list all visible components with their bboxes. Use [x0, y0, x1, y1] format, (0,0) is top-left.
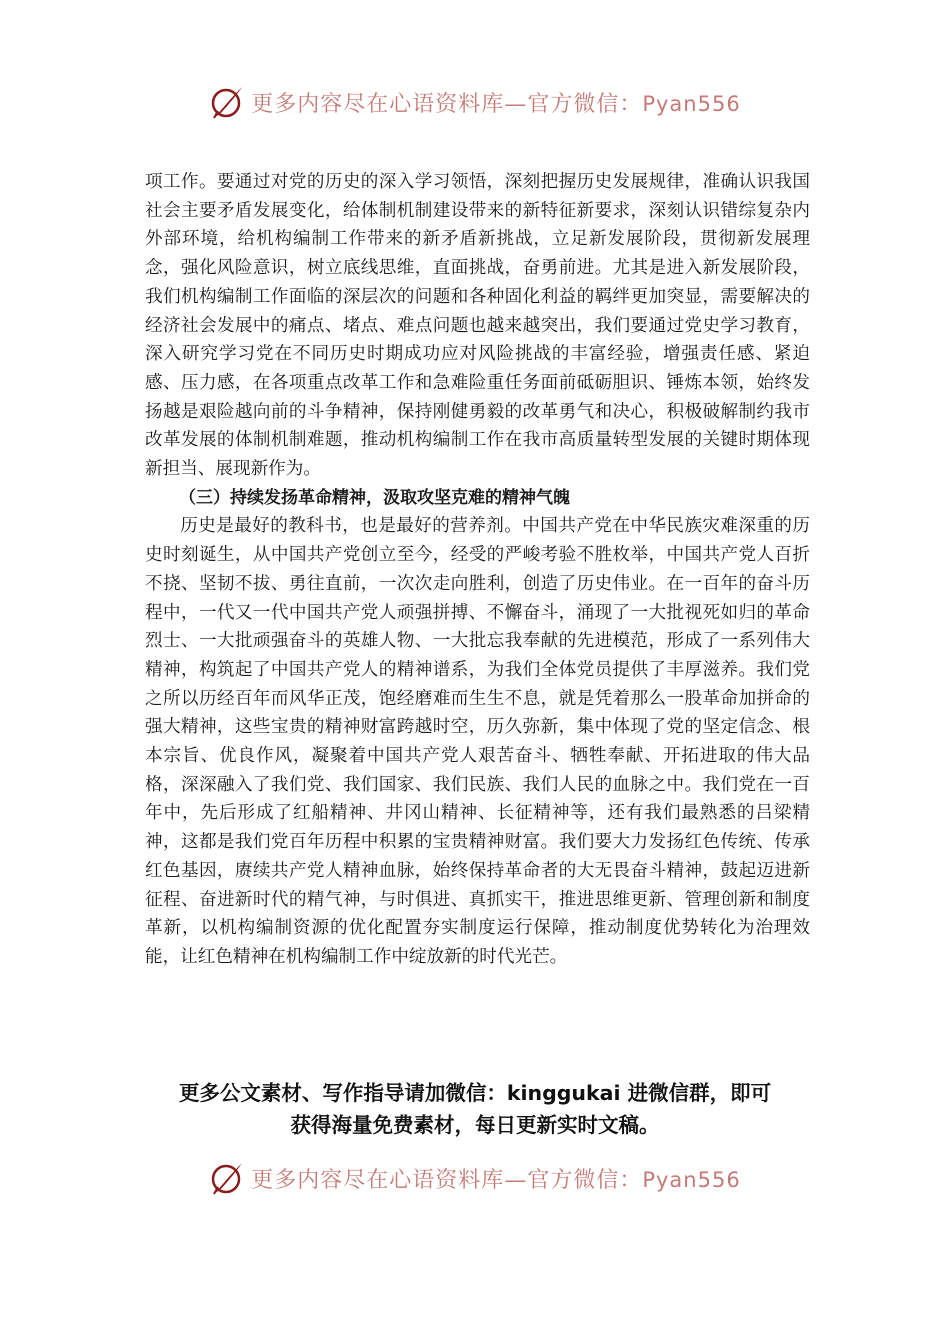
quill-logo-icon: [209, 84, 245, 120]
quill-logo-icon: [209, 1160, 245, 1196]
footer-wechat-id: Pyan556: [642, 1167, 741, 1192]
document-body: [145, 168, 810, 972]
section-heading: （三）持续发扬革命精神，汲取攻坚克难的精神气魄: [179, 487, 570, 508]
header-brand-text: 更多内容尽在心语资料库: [251, 91, 505, 117]
promo-line-2: 获得海量免费素材，每日更新实时文稿。: [290, 1113, 660, 1137]
body-paragraph: 历史是最好的教科书，也是最好的营养剂。中国共产党在中华民族灾难深重的历史时刻诞生，从中国共产党创立至今，经受的严峻考验不胜枚举，中国共产党人百折不挠、坚韧不拔、勇往直前，一次次走向胜利，创造了历史伟业。在一百年的奋斗历程中，一代又一代中国共产党人顽强拼搏、不懈奋斗，涌现了一大批视死如归的革命烈士、一大批顽强奋斗的英雄人物、一大批忘我奉献的先进模范，形成了一系列伟大精神，构筑起了中国共产党人的精神谱系，为我们全体党员提供了丰厚滋养。我们党之所以历经百年而风华正茂，饱经磨难而生生不息，就是凭着那么一股革命加拼命的强大精神，这些宝贵的精神财富跨越时空，历久弥新，集中体现了党的坚定信念、根本宗旨、优良作风，凝聚着中国共产党人艰苦奋斗、牺牲奉献、开拓进取的伟大品格，深深融入了我们党、我们国家、我们民族、我们人民的血脉之中。我们党在一百年中，先后形成了红船精神、井冈山精神、长征精神等，还有我们最熟悉的吕梁精神，这都是我们党百年历程中积累的宝贵精神财富。我们要大力发扬红色传统、传承红色基因，赓续共产党人精神血脉，始终保持革命者的大无畏奋斗精神，鼓起迈进新征程、奋进新时代的精气神，与时俱进、真抓实干，推进思维更新、管理创新和制度革新，以机构编制资源的优化配置夯实制度运行保障，推动制度优势转化为治理效能，让红色精神在机构编制工作中绽放新的时代光芒。: [145, 516, 810, 967]
header-separator: —: [504, 91, 528, 117]
footer-banner: [0, 1158, 950, 1198]
footer-brand-text: 更多内容尽在心语资料库: [251, 1167, 505, 1193]
header-banner: [0, 82, 950, 122]
header-wechat-label: 官方微信：: [527, 91, 643, 117]
footer-wechat-label: 官方微信：: [527, 1167, 643, 1193]
promo-notice: [120, 1077, 830, 1141]
header-wechat-id: Pyan556: [642, 91, 741, 116]
body-paragraph: 项工作。要通过对党的历史的深入学习领悟，深刻把握历史发展规律，准确认识我国社会主要矛盾发展变化，给体制机制建设带来的新特征新要求，深刻认识错综复杂内外部环境，给机构编制工作带来的新矛盾新挑战，立足新发展阶段，贯彻新发展理念，强化风险意识，树立底线思维，直面挑战，奋勇前进。尤其是进入新发展阶段，我们机构编制工作面临的深层次的问题和各种固化利益的羁绊更加突显，需要解决的经济社会发展中的痛点、堵点、难点问题也越来越突出，我们要通过党史学习教育，深入研究学习党在不同历史时期成功应对风险挑战的丰富经验，增强责任感、紧迫感、压力感，在各项重点改革工作和急难险重任务面前砥砺胆识、锤炼本领，始终发扬越是艰险越向前的斗争精神，保持刚健勇毅的改革勇气和决心，积极破解制约我市改革发展的体制机制难题，推动机构编制工作在我市高质量转型发展的关键时期体现新担当、展现新作为。: [145, 172, 810, 480]
footer-brand: [251, 1163, 740, 1194]
header-brand: [251, 87, 740, 118]
footer-separator: —: [504, 1167, 528, 1193]
promo-line-1: 更多公文素材、写作指导请加微信：kinggukai 进微信群，即可: [178, 1081, 772, 1105]
